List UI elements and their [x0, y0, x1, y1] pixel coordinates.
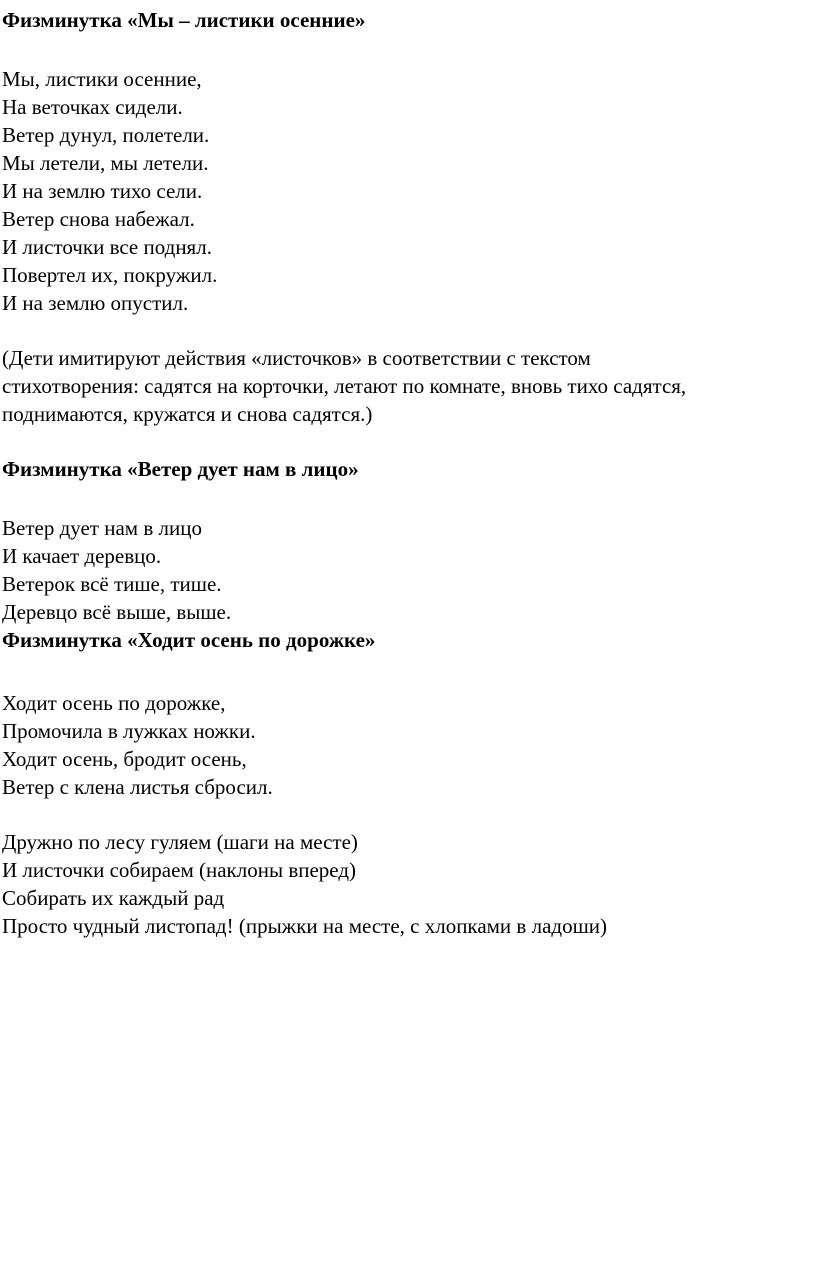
poem-line: Промочила в лужках ножки. [2, 719, 256, 743]
poem-line: Ходит осень, бродит осень, [2, 747, 247, 771]
poem-line: И на землю тихо сели. [2, 179, 203, 203]
poem-line: Дружно по лесу гуляем (шаги на месте) [2, 830, 358, 854]
poem-line: Деревцо всё выше, выше. [2, 600, 232, 624]
heading-section-1: Физминутка «Мы – листики осенние» [2, 8, 366, 32]
poem-line: Ветер снова набежал. [2, 207, 195, 231]
instruction-note [2, 344, 814, 428]
note-line: стихотворения: садятся на корточки, летают по комнате, вновь тихо садятся, [2, 374, 687, 398]
note-line: поднимаются, кружатся и снова садятся.) [2, 402, 373, 426]
poem-line: И листочки все поднял. [2, 235, 212, 259]
poem-line: Повертел их, покружил. [2, 263, 218, 287]
poem-line: На веточках сидели. [2, 95, 183, 119]
poem-line: Просто чудный листопад! (прыжки на месте, с хлопками в ладоши) [2, 914, 607, 938]
poem-block-1 [2, 65, 814, 317]
document-page [2, 0, 814, 940]
poem-line: Ветерок всё тише, тише. [2, 572, 222, 596]
poem-line: Мы, листики осенние, [2, 67, 202, 91]
heading-section-3: Физминутка «Ходит осень по дорожке» [2, 628, 376, 652]
heading-section-2: Физминутка «Ветер дует нам в лицо» [2, 457, 359, 481]
note-line: (Дети имитируют действия «листочков» в соответствии с текстом [2, 346, 591, 370]
poem-line: Собирать их каждый рад [2, 886, 225, 910]
poem-line: И на землю опустил. [2, 291, 189, 315]
poem-line: Мы летели, мы летели. [2, 151, 209, 175]
poem-line: Ветер с клена листья сбросил. [2, 775, 273, 799]
poem-block-2 [2, 514, 814, 626]
poem-line: Ходит осень по дорожке, [2, 691, 226, 715]
poem-line: Ветер дует нам в лицо [2, 516, 202, 540]
poem-line: И листочки собираем (наклоны вперед) [2, 858, 357, 882]
poem-block-4 [2, 828, 814, 940]
poem-line: Ветер дунул, полетели. [2, 123, 210, 147]
poem-line: И качает деревцо. [2, 544, 162, 568]
poem-block-3 [2, 689, 814, 801]
